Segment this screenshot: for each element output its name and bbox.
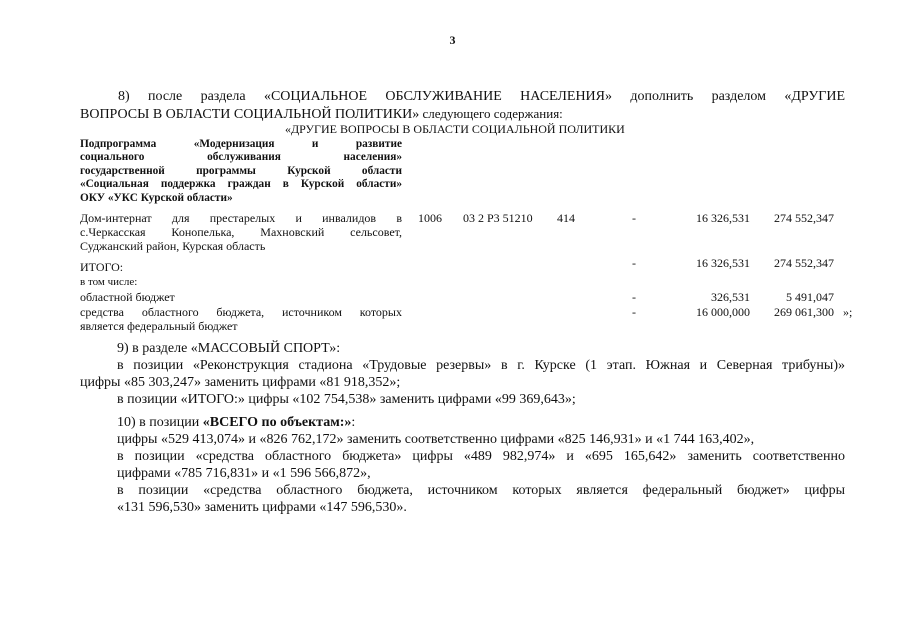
- federal-value-2: 269 061,300: [774, 305, 834, 319]
- subprogram-title: Подпрограмма «Модернизация и развитие социального обслуживания населения» государственной программы Курской области «Социальная поддержка граждан в Курской области»: [80, 138, 402, 191]
- item-8-line-2-tail: следующего содержания:: [419, 106, 563, 121]
- object-rz: 1006: [418, 211, 442, 225]
- item-10-heading-bold: «ВСЕГО по объектам:»: [202, 415, 352, 430]
- itogo-value-2: 274 552,347: [774, 256, 834, 270]
- regional-value-1: 326,531: [711, 290, 750, 304]
- item-9-paragraph-1-line-1: в позиции «Реконструкция стадиона «Трудовые резервы» в г. Курске (1 этап. Южная и Северная трибуны)»: [117, 358, 845, 373]
- item-8-line-1: 8) после раздела «СОЦИАЛЬНОЕ ОБСЛУЖИВАНИЕ НАСЕЛЕНИЯ» дополнить разделом «ДРУГИЕ: [118, 89, 845, 104]
- object-value-1: 16 326,531: [696, 211, 750, 225]
- regional-budget-label: областной бюджет: [80, 290, 175, 304]
- item-10-paragraph-3-line-2: «131 596,530» заменить цифрами «147 596,530».: [117, 500, 407, 515]
- item-10-heading: 10) в позиции «ВСЕГО по объектам:»:: [117, 415, 356, 430]
- federal-value-1: 16 000,000: [696, 305, 750, 319]
- object-name: Дом-интернат для престарелых и инвалидов в с.Черкасская Конопелька, Махновский сельсовет, Суджанский район, Курская область: [80, 211, 402, 253]
- item-9-paragraph-2: в позиции «ИТОГО:» цифры «102 754,538» заменить цифрами «99 369,643»;: [117, 392, 576, 407]
- object-value-2: 274 552,347: [774, 211, 834, 225]
- item-10-paragraph-3-line-1: в позиции «средства областного бюджета, источником которых является федеральный бюджет» цифры: [117, 483, 845, 498]
- including-label: в том числе:: [80, 276, 138, 288]
- regional-value-2: 5 491,047: [786, 290, 834, 304]
- object-vr: 414: [557, 211, 575, 225]
- federal-closing-quote: »;: [843, 305, 853, 319]
- regional-dash: -: [632, 290, 636, 304]
- item-10-paragraph-1: цифры «529 413,074» и «826 762,172» заменить соответственно цифрами «825 146,931» и «1 744 163,402»,: [117, 432, 755, 447]
- item-8-line-2: [80, 105, 563, 123]
- object-csr: 03 2 P3 51210: [463, 211, 533, 225]
- customer-name: ОКУ «УКС Курской области»: [80, 192, 233, 204]
- federal-dash: -: [632, 305, 636, 319]
- item-10-paragraph-2-line-2: цифрами «785 716,831» и «1 596 566,872»,: [117, 466, 371, 481]
- itogo-label: ИТОГО:: [80, 260, 124, 274]
- item-9-heading: 9) в разделе «МАССОВЫЙ СПОРТ»:: [117, 341, 341, 356]
- section-title: «ДРУГИЕ ВОПРОСЫ В ОБЛАСТИ СОЦИАЛЬНОЙ ПОЛИТИКИ: [285, 122, 625, 136]
- object-dash: -: [632, 211, 636, 225]
- itogo-dash: -: [632, 256, 636, 270]
- itogo-value-1: 16 326,531: [696, 256, 750, 270]
- page-number: 3: [449, 33, 456, 47]
- item-10-paragraph-2-line-1: в позиции «средства областного бюджета» цифры «489 982,974» и «695 165,642» заменить соответственно: [117, 449, 845, 464]
- federal-label: средства областного бюджета, источником которых является федеральный бюджет: [80, 305, 402, 333]
- item-9-paragraph-1-line-2: цифры «85 303,247» заменить цифрами «81 918,352»;: [80, 375, 401, 390]
- item-8-section-name: ВОПРОСЫ В ОБЛАСТИ СОЦИАЛЬНОЙ ПОЛИТИКИ»: [80, 107, 420, 122]
